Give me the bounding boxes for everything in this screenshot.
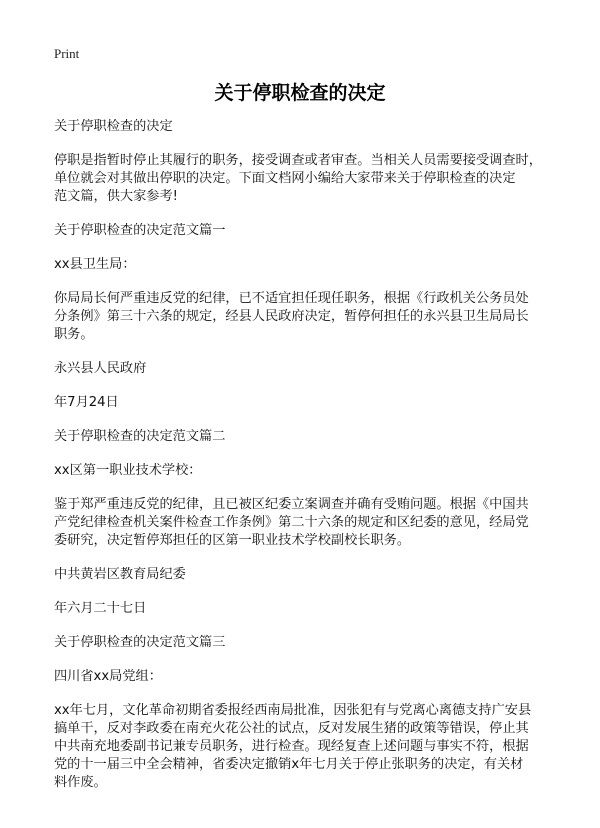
text-line: 料作废。 — [54, 775, 107, 790]
signature-1 — [54, 360, 554, 378]
text-line: xx年七月，文化革命初期省委报经西南局批准，因张犯有与党离心离德支持广安县 — [54, 703, 532, 718]
text-line: 鉴于郑严重违反党的纪律，且已被区纪委立案调查并确有受贿问题。根据《中国共 — [54, 497, 529, 512]
text-line: 范文篇，供大家参考! — [54, 189, 178, 204]
text-line: 年六月二十七日 — [54, 601, 147, 616]
text-line: 产党纪律检查机关案件检查工作条例》第二十六条的规定和区纪委的意见，经局党 — [54, 515, 529, 530]
document-body — [54, 118, 554, 792]
paragraph-heading — [54, 118, 554, 136]
text-line: xx区第一职业技术学校： — [54, 463, 202, 478]
paragraph-intro — [54, 152, 554, 206]
text-line: 关于停职检查的决定范文篇三 — [54, 635, 226, 650]
date-2 — [54, 600, 554, 618]
text-line: 单位就会对其做出停职的决定。下面文档网小编给大家带来关于停职检查的决定 — [54, 171, 516, 186]
text-line: 四川省xx局党组： — [54, 669, 162, 684]
text-line: 中共南充地委副书记兼专员职务，进行检查。现经复查上述问题与事实不符，根据 — [54, 739, 529, 754]
text-line: 中共黄岩区教育局纪委 — [54, 567, 186, 582]
text-line: 停职是指暂时停止其履行的职务，接受调查或者审查。当相关人员需要接受调查时， — [54, 153, 542, 168]
paragraph-body-3 — [54, 702, 554, 792]
text-line: 永兴县人民政府 — [54, 361, 147, 376]
text-line: 委研究，决定暂停郑担任的区第一职业技术学校副校长职务。 — [54, 533, 411, 548]
text-line: 搞单干，反对李政委在南充火花公社的试点，反对发展生猪的政策等错误，停止其 — [54, 721, 529, 736]
section-heading-2 — [54, 428, 554, 446]
text-line: 关于停职检查的决定 — [54, 119, 173, 134]
text-line: 关于停职检查的决定范文篇二 — [54, 429, 226, 444]
text-line: xx县卫生局： — [54, 257, 136, 272]
text-line: 党的十一届三中全会精神，省委决定撤销x年七月关于停止张职务的决定，有关材 — [54, 757, 524, 772]
print-link[interactable]: Print — [54, 46, 80, 61]
section-heading-1 — [54, 222, 554, 240]
addressee-2 — [54, 462, 554, 480]
addressee-1 — [54, 256, 554, 274]
text-line: 分条例》第三十六条的规定，经县人民政府决定，暂停何担任的永兴县卫生局局长 — [54, 309, 529, 324]
text-line: 职务。 — [54, 327, 94, 342]
text-line: 你局局长何严重违反党的纪律，已不适宜担任现任职务，根据《行政机关公务员处 — [54, 291, 529, 306]
paragraph-body-1 — [54, 290, 554, 344]
signature-2 — [54, 566, 554, 584]
addressee-3 — [54, 668, 554, 686]
text-line: 年7月24日 — [54, 395, 119, 410]
paragraph-body-2 — [54, 496, 554, 550]
text-line: 关于停职检查的决定范文篇一 — [54, 223, 226, 238]
section-heading-3 — [54, 634, 554, 652]
document-title: 关于停职检查的决定 — [214, 82, 386, 104]
date-1 — [54, 394, 554, 412]
